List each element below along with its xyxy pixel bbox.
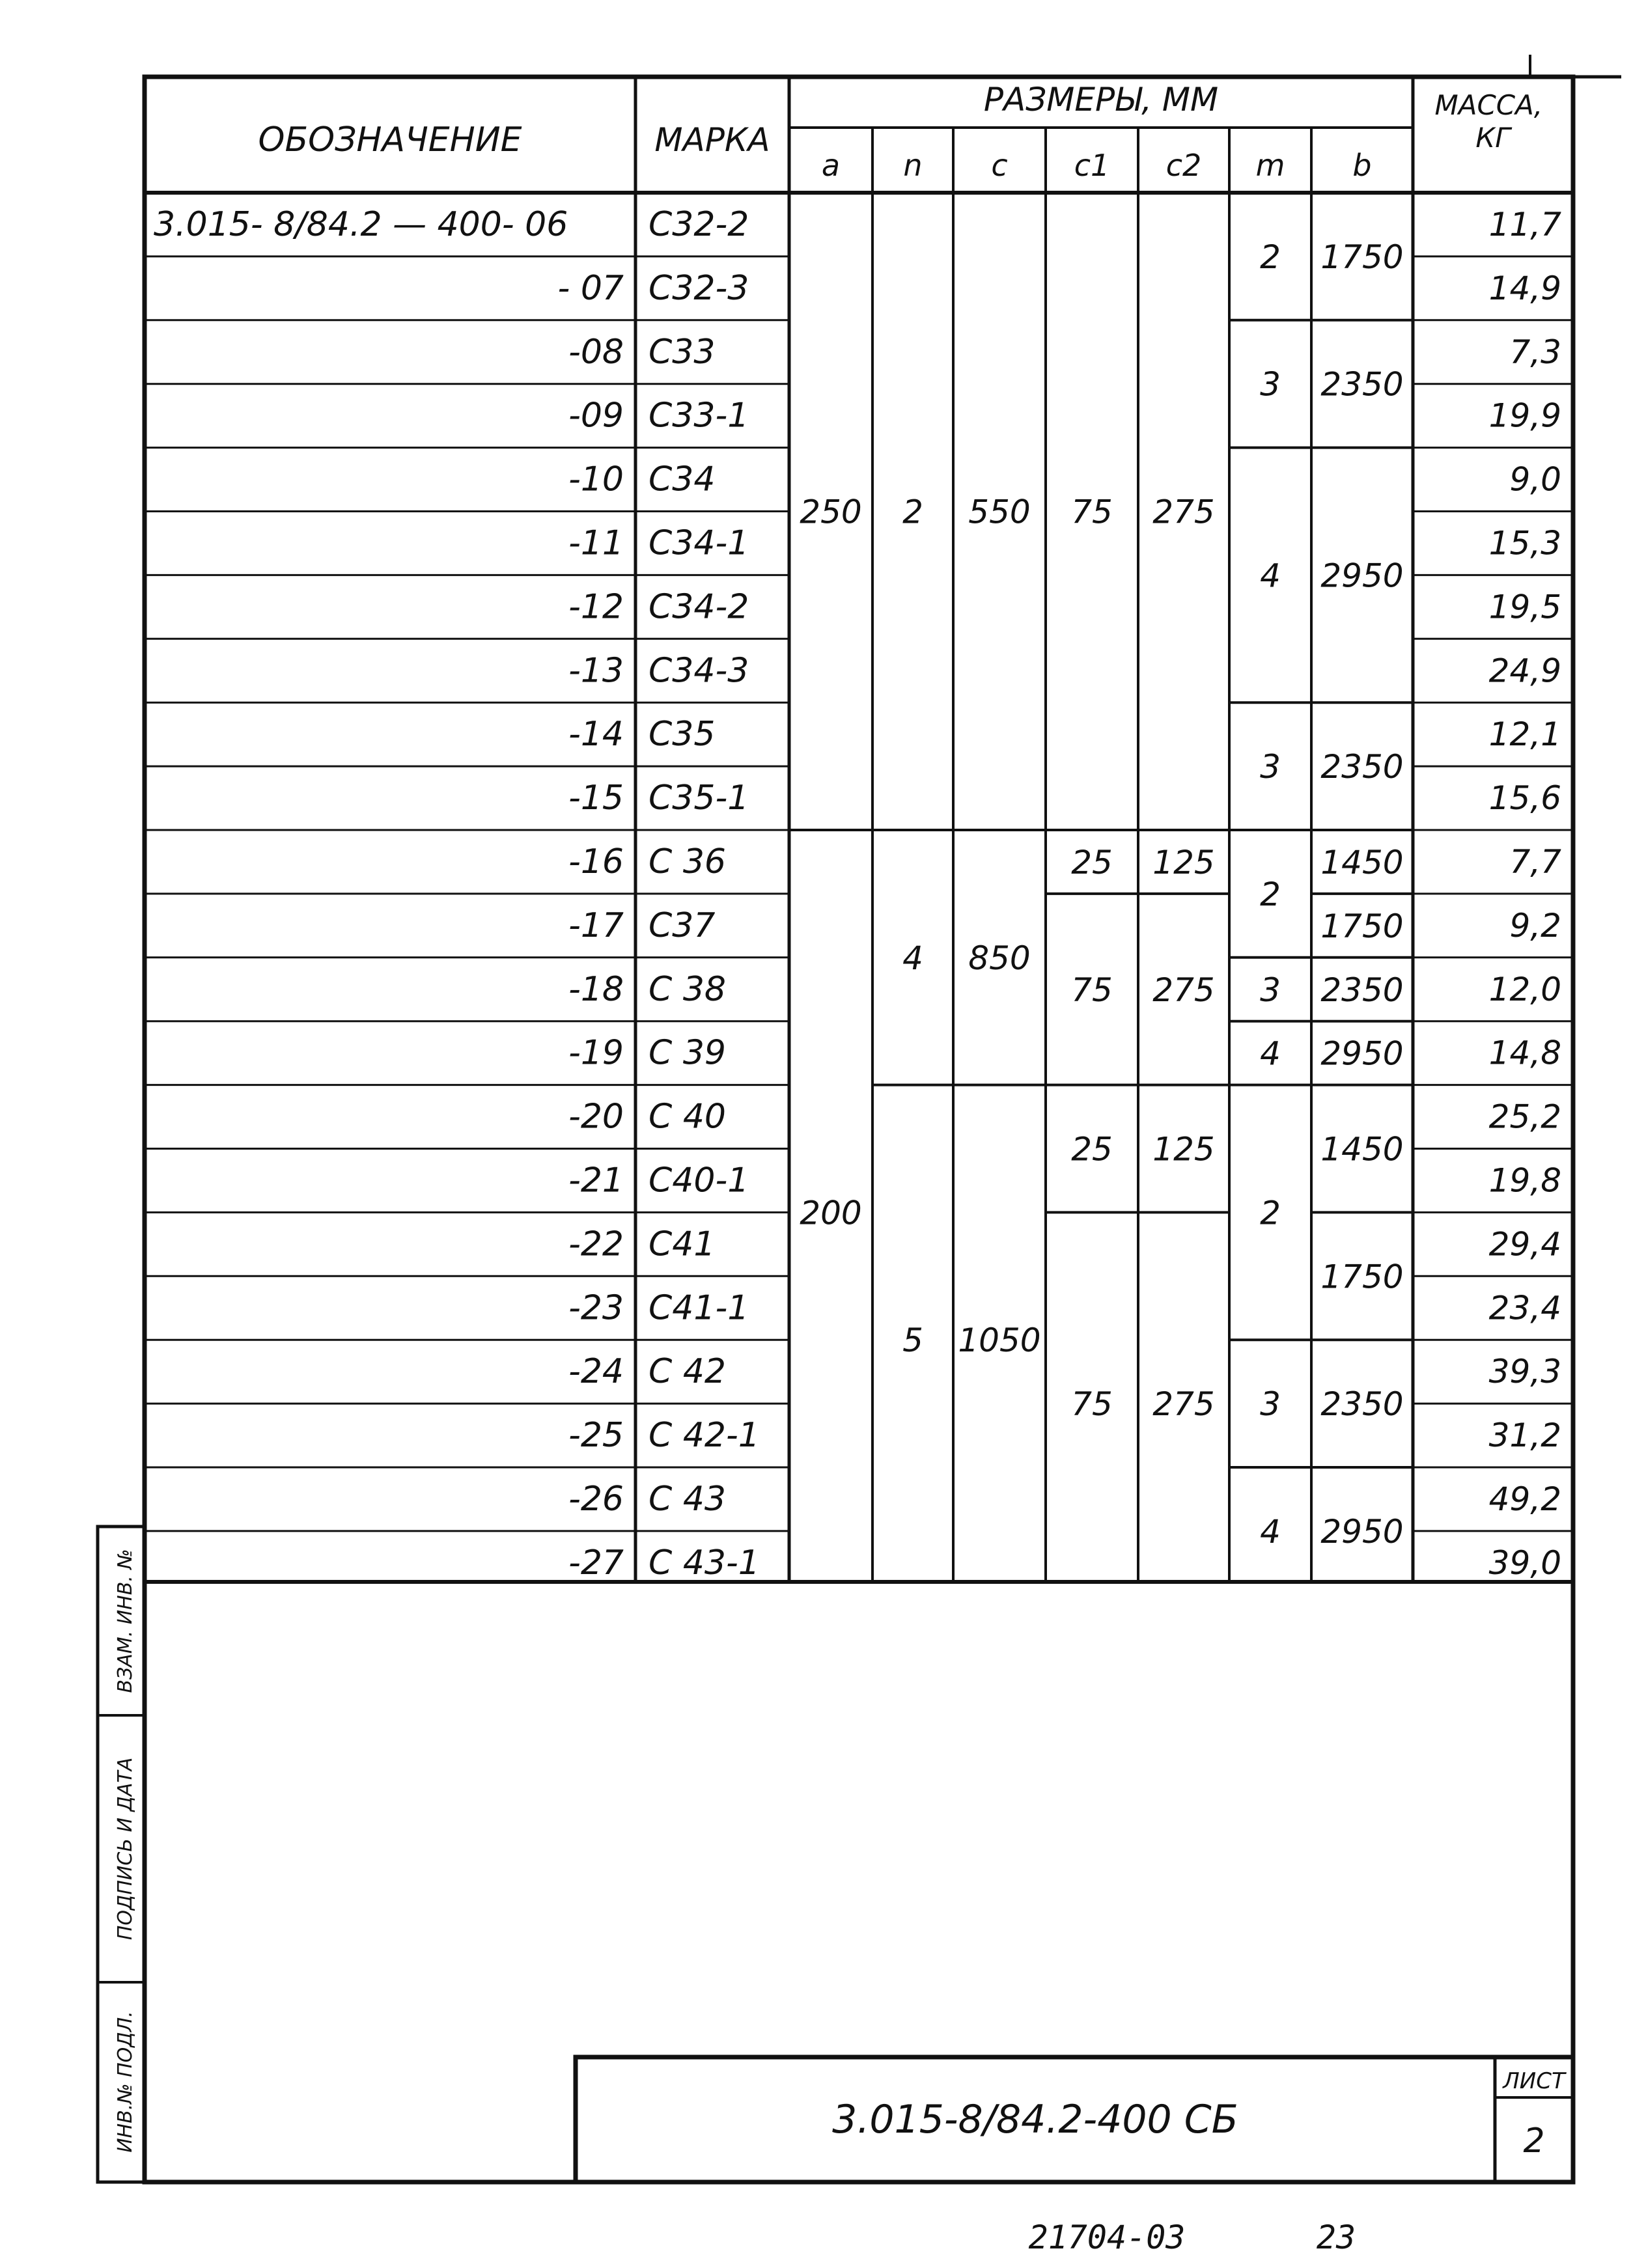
row-mass: 49,2	[1488, 1480, 1561, 1518]
row-designation: -18	[568, 969, 624, 1009]
side-stamp-original-inv: ИНВ.№ ПОДЛ.	[114, 2011, 137, 2153]
dim-value-m: 4	[1260, 557, 1281, 595]
row-designation: -12	[568, 587, 624, 627]
header-designation: ОБОЗНАЧЕНИЕ	[258, 120, 522, 159]
header-dim-b: b	[1352, 148, 1372, 183]
row-mark: С34	[649, 460, 716, 499]
dim-value-m: 3	[1260, 1385, 1281, 1424]
row-mark: С35	[649, 715, 716, 754]
row-mass: 19,8	[1488, 1161, 1561, 1200]
dim-value-c1: 25	[1071, 843, 1113, 881]
dim-value-c2: 125	[1152, 843, 1215, 881]
header-dim-n: n	[903, 148, 923, 183]
row-designation: -14	[568, 715, 624, 754]
row-mark: С 39	[649, 1033, 727, 1073]
dim-value-b: 2350	[1320, 1385, 1404, 1424]
side-stamp-signature-date: ПОДПИСЬ И ДАТА	[114, 1757, 137, 1941]
row-mass: 12,0	[1488, 970, 1561, 1008]
row-designation: -13	[568, 651, 624, 691]
row-mass: 25,2	[1488, 1098, 1561, 1136]
dim-value-n: 2	[902, 493, 923, 531]
row-mark: С33	[649, 332, 716, 372]
row-mass: 11,7	[1488, 206, 1561, 243]
row-designation: -25	[568, 1416, 624, 1456]
dim-value-m: 2	[1260, 238, 1281, 276]
dim-value-b: 2350	[1320, 365, 1404, 404]
row-designation: -11	[568, 523, 624, 563]
header-dim-m: m	[1255, 148, 1285, 183]
row-mark: С41-1	[649, 1288, 749, 1328]
row-mark: С 38	[649, 969, 727, 1009]
dim-value-b: 2950	[1320, 1512, 1404, 1551]
row-designation: 3.015- 8/84.2 — 400- 06	[154, 205, 568, 244]
dim-value-c1: 75	[1071, 971, 1113, 1009]
row-mark: С37	[649, 906, 716, 945]
header-mass-line-1: МАССА,	[1434, 89, 1543, 121]
row-mark: С33-1	[649, 396, 749, 436]
row-mass: 12,1	[1488, 715, 1561, 754]
dim-value-b: 1750	[1320, 1258, 1404, 1296]
row-mass: 14,8	[1488, 1034, 1561, 1072]
row-mark: С 40	[649, 1097, 727, 1137]
row-designation: -19	[568, 1033, 624, 1073]
dim-value-a: 200	[800, 1194, 862, 1232]
row-mark: С34-3	[649, 651, 749, 691]
row-mark: С35-1	[649, 779, 749, 818]
row-mass: 7,7	[1509, 843, 1561, 881]
dim-value-b: 1750	[1320, 907, 1404, 945]
dim-value-m: 3	[1260, 365, 1281, 404]
row-mark: С 43-1	[649, 1543, 760, 1583]
row-mass: 39,3	[1488, 1353, 1561, 1391]
header-mass	[1434, 89, 1551, 154]
row-mass: 14,9	[1488, 269, 1561, 307]
dim-value-c1: 25	[1071, 1130, 1113, 1169]
row-mass: 19,5	[1488, 588, 1561, 626]
dim-value-m: 4	[1260, 1512, 1281, 1551]
header-dim-c2: c2	[1165, 148, 1202, 183]
row-mark: С40-1	[649, 1161, 749, 1200]
row-mark: С 42	[649, 1352, 727, 1392]
row-mark: С34-2	[649, 587, 749, 627]
row-designation: -17	[568, 906, 624, 945]
row-mass: 15,6	[1488, 779, 1561, 818]
row-designation: -23	[568, 1288, 624, 1328]
row-mass: 29,4	[1488, 1225, 1561, 1264]
dimension-column-headers	[822, 128, 1372, 193]
header-mark: МАРКА	[654, 121, 770, 159]
dim-value-m: 2	[1260, 875, 1281, 913]
row-designation: -26	[568, 1480, 624, 1519]
dim-value-c1: 75	[1071, 493, 1113, 531]
row-mass: 31,2	[1488, 1417, 1561, 1455]
row-mark: С34-1	[649, 523, 749, 563]
dim-value-c2: 275	[1152, 1385, 1215, 1424]
dim-value-c: 1050	[958, 1321, 1041, 1360]
dim-value-c: 850	[968, 939, 1031, 977]
row-mass: 39,0	[1488, 1543, 1561, 1582]
dim-value-c2: 275	[1152, 493, 1215, 531]
row-mark: С32-2	[649, 205, 749, 244]
dim-value-b: 2350	[1320, 971, 1404, 1009]
header-dim-c: c	[991, 148, 1008, 183]
dim-value-c1: 75	[1071, 1385, 1113, 1424]
row-mass: 9,2	[1509, 906, 1561, 945]
sheet-number: 2	[1523, 2122, 1545, 2161]
table-row	[558, 269, 1561, 308]
dim-value-b: 1750	[1320, 238, 1404, 276]
row-designation: -21	[568, 1161, 624, 1200]
row-designation: - 07	[557, 268, 624, 308]
dim-value-b: 1450	[1320, 843, 1404, 881]
row-mark: С 42-1	[649, 1416, 760, 1456]
header-mass-line-2: КГ	[1475, 122, 1511, 154]
footer-page: 23	[1316, 2219, 1356, 2256]
side-stamp-replaced-inv: ВЗАМ. ИНВ. №	[114, 1549, 137, 1693]
dim-value-c: 550	[968, 493, 1031, 531]
dim-value-m: 3	[1260, 971, 1281, 1009]
row-designation: -09	[568, 396, 624, 436]
row-mass: 7,3	[1509, 333, 1561, 371]
dim-value-c2: 275	[1152, 971, 1215, 1009]
sheet-label: ЛИСТ	[1503, 2068, 1565, 2094]
row-designation: -15	[568, 779, 624, 818]
row-mark: С32-3	[649, 268, 749, 308]
row-designation: -27	[568, 1543, 624, 1583]
row-mark: С 43	[649, 1480, 727, 1519]
row-designation: -16	[568, 842, 624, 881]
header-dim-a: a	[821, 148, 841, 183]
dim-value-m: 4	[1260, 1034, 1281, 1073]
row-designation: -24	[568, 1352, 624, 1392]
header-dimensions: РАЗМЕРЫ, ММ	[983, 81, 1219, 118]
document-number: 3.015-8/84.2-400 СБ	[832, 2097, 1238, 2142]
row-designation: -08	[568, 332, 624, 372]
header-dim-c1: c1	[1074, 148, 1110, 183]
dim-value-m: 3	[1260, 748, 1281, 786]
dim-value-b: 2350	[1320, 748, 1404, 786]
row-mass: 24,9	[1488, 652, 1561, 690]
dim-value-m: 2	[1260, 1194, 1281, 1232]
row-mark: С 36	[649, 842, 727, 881]
row-mass: 23,4	[1488, 1289, 1561, 1327]
row-mass: 19,9	[1488, 396, 1561, 435]
footer-code: 21704-03	[1028, 2219, 1186, 2256]
dim-value-b: 1450	[1320, 1130, 1404, 1169]
row-designation: -20	[568, 1097, 624, 1137]
dim-value-n: 4	[902, 939, 923, 977]
row-designation: -22	[568, 1224, 624, 1264]
dim-value-b: 2950	[1320, 1034, 1404, 1073]
row-mass: 9,0	[1509, 460, 1561, 499]
row-mark: С41	[649, 1224, 716, 1264]
row-mass: 15,3	[1488, 524, 1561, 562]
row-designation: -10	[568, 460, 624, 499]
dim-value-a: 250	[800, 493, 862, 531]
dim-value-c2: 125	[1152, 1130, 1215, 1169]
dim-value-n: 5	[902, 1321, 923, 1360]
merged-dimension-cells	[789, 193, 1413, 1582]
dim-value-b: 2950	[1320, 557, 1404, 595]
